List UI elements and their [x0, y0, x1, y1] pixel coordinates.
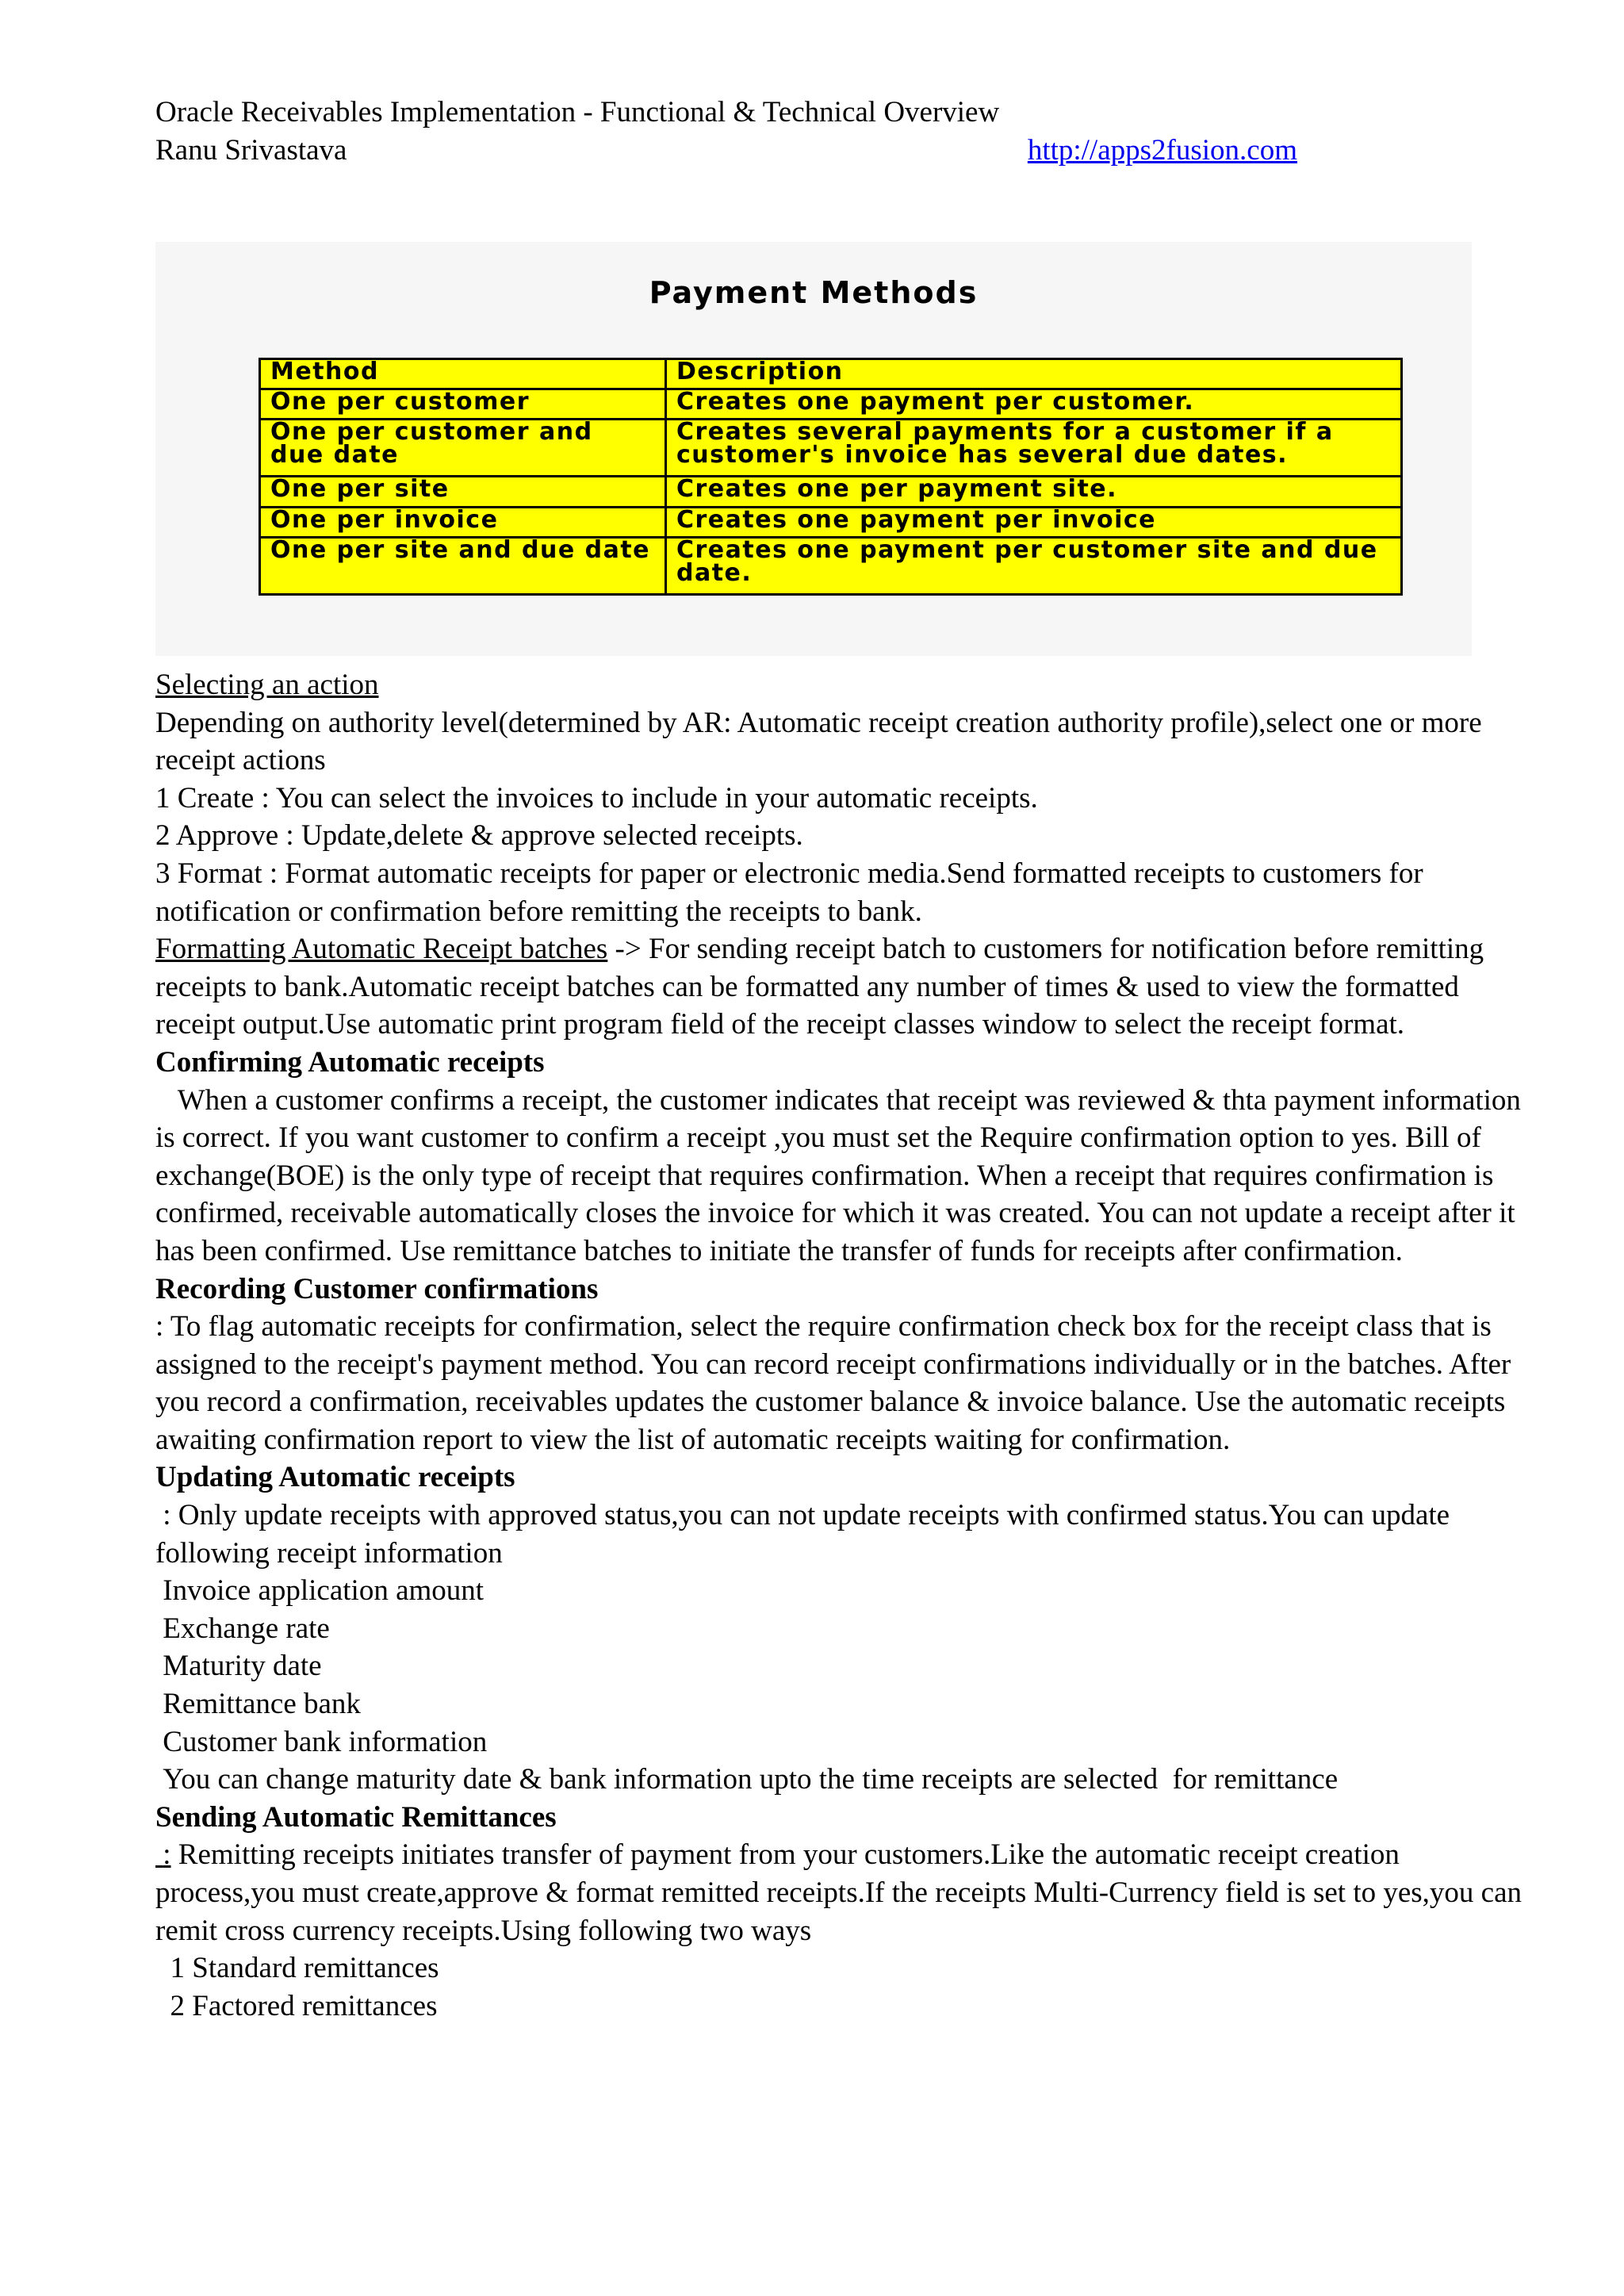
payment-methods-figure	[155, 242, 1472, 656]
action-create: 1 Create : You can select the invoices to include in your automatic receipts.	[155, 781, 1038, 815]
list-item: Exchange rate	[155, 1612, 330, 1645]
section-heading-confirming: Confirming Automatic receipts	[155, 1045, 545, 1079]
formatting-text: -> For sending receipt batch to customers for notification before remitting receipts to bank.Automatic receipt batches can be formatted any number of times & used to view the formatted receipt output.Use automatic print program field of the receipt classes window to select the receipt format.	[155, 933, 1484, 1041]
update-note: You can change maturity date & bank information upto the time receipts are selected for remittance	[155, 1763, 1339, 1796]
description-cell: Creates several payments for a customer if a customer's invoice has several due dates.	[666, 420, 1402, 477]
description-cell: Creates one payment per customer site and due date.	[666, 537, 1402, 594]
description-cell: Creates one payment per invoice	[666, 507, 1402, 537]
section-heading-updating: Updating Automatic receipts	[155, 1461, 515, 1494]
list-item: Remittance bank	[155, 1688, 361, 1721]
list-item: 1 Standard remittances	[155, 1952, 439, 1985]
method-cell: One per invoice	[260, 507, 666, 537]
document-title: Oracle Receivables Implementation - Functional & Technical Overview	[155, 96, 1000, 128]
description-cell: Creates one payment per customer.	[666, 389, 1402, 420]
updating-paragraph: : Only update receipts with approved status,you can not update receipts with confirmed status.You can update following receipt information	[155, 1499, 1457, 1570]
description-cell: Creates one per payment site.	[666, 477, 1402, 507]
recording-paragraph: : To flag automatic receipts for confirmation, select the require confirmation check box for the receipt class that is assigned to the receipt's payment method. You can record receipt confirmations individually or in the batches. After you record a confirmation, receivables updates the customer balance & invoice balance. Use the automatic receipts awaiting confirmation report to view the list of automatic receipts waiting for confirmation.	[155, 1310, 1511, 1456]
section-heading-selecting: Selecting an action	[155, 669, 379, 701]
action-format: 3 Format : Format automatic receipts for paper or electronic media.Send formatted receipts to customers for notification or confirmation before remitting the receipts to bank.	[155, 857, 1423, 928]
method-cell: One per customer and due date	[260, 420, 666, 477]
selecting-intro: Depending on authority level(determined by AR: Automatic receipt creation authority profile),select one or more receipt actions	[155, 706, 1482, 777]
author-name: Ranu Srivastava	[155, 134, 347, 167]
confirming-paragraph: When a customer confirms a receipt, the customer indicates that receipt was reviewed & thta payment information is correct. If you want customer to confirm a receipt ,you must set the Require confirmation option to yes. Bill of exchange(BOE) is the only type of receipt that requires confirmation. When a receipt that requires confirmation is confirmed, receivable automatically closes the invoice for which it was created. You can not update a receipt after it has been confirmed. Use remittance batches to initiate the transfer of funds for receipts after confirmation.	[155, 1083, 1529, 1267]
sending-colon: :	[155, 1838, 171, 1872]
action-approve: 2 Approve : Update,delete & approve selected receipts.	[155, 819, 803, 853]
list-item: 2 Factored remittances	[155, 1989, 438, 2022]
table-row	[260, 420, 1402, 477]
table-row	[260, 389, 1402, 420]
list-item: Maturity date	[155, 1650, 322, 1683]
method-cell: One per site and due date	[260, 537, 666, 594]
table-header-row	[260, 359, 1402, 389]
table-row	[260, 537, 1402, 594]
table-row	[260, 507, 1402, 537]
page-header	[155, 94, 1297, 170]
list-item: Customer bank information	[155, 1725, 488, 1758]
column-header-method: Method	[260, 359, 666, 389]
formatting-paragraph	[155, 930, 1535, 1044]
method-cell: One per customer	[260, 389, 666, 420]
formatting-heading: Formatting Automatic Receipt batches	[155, 933, 608, 966]
document-body	[155, 666, 1535, 2025]
list-item: Invoice application amount	[155, 1574, 485, 1608]
website-link[interactable]: http://apps2fusion.com	[1027, 134, 1297, 167]
table-row	[260, 477, 1402, 507]
column-header-description: Description	[666, 359, 1402, 389]
sending-paragraph	[155, 1836, 1535, 1949]
sending-text: Remitting receipts initiates transfer of payment from your customers.Like the automatic receipt creation process,you must create,approve & format remitted receipts.If the receipts Multi-Currency field is set to yes,you can remit cross currency receipts.Using following two ways	[155, 1838, 1530, 1947]
method-cell: One per site	[260, 477, 666, 507]
payment-methods-table	[259, 358, 1403, 596]
section-heading-recording: Recording Customer confirmations	[155, 1272, 599, 1305]
figure-title: Payment Methods	[649, 275, 979, 310]
section-heading-sending: Sending Automatic Remittances	[155, 1800, 557, 1834]
